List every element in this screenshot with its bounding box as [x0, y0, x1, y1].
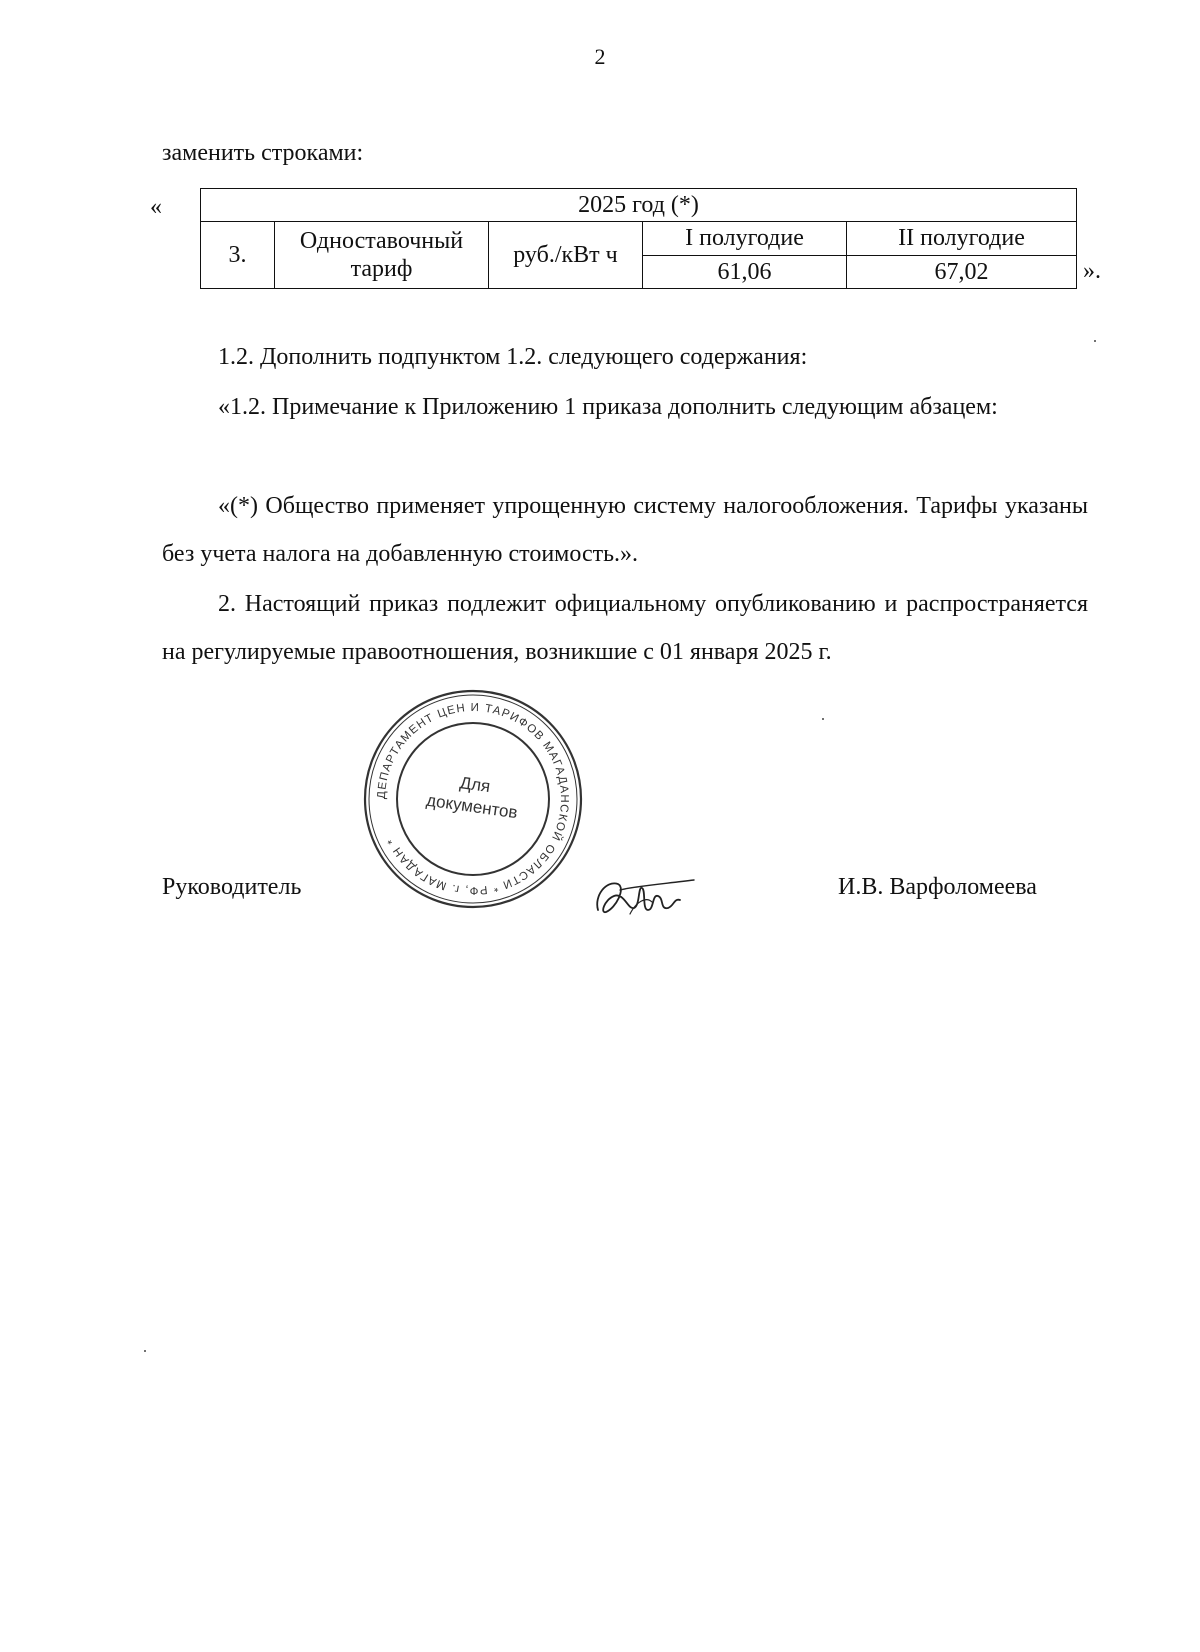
quote-open: «	[150, 194, 162, 220]
page-number: 2	[594, 44, 606, 69]
half-year-2-value: 67,02	[847, 255, 1077, 289]
quote-close: ».	[1083, 258, 1101, 284]
half-year-1-header: I полугодие	[643, 222, 847, 256]
scan-speck	[1094, 340, 1096, 342]
handwritten-signature	[590, 866, 700, 926]
tariff-table	[200, 188, 1077, 289]
tariff-name-line2: тариф	[350, 256, 413, 282]
table-row	[201, 222, 1077, 256]
stamp-ring-text: ДЕПАРТАМЕНТ ЦЕН И ТАРИФОВ МАГАДАНСКОЙ ОБЛАСТИ * РФ, г. МАГАДАН *	[375, 701, 571, 897]
row-number-cell: 3.	[201, 222, 275, 289]
stamp-center-line2: документов	[425, 790, 519, 823]
scan-speck	[144, 1350, 146, 1352]
half-year-2-header: II полугодие	[847, 222, 1077, 256]
scan-speck	[822, 718, 824, 720]
signer-name: И.В. Варфоломеева	[838, 874, 1037, 900]
half-year-1-value: 61,06	[643, 255, 847, 289]
paragraph-publication: 2. Настоящий приказ подлежит официальному опубликованию и распространяется на регулируемые правоотношения, возникшие с 01 января 2025 г.	[162, 591, 1088, 665]
official-stamp	[360, 686, 586, 912]
stamp-center-line1: Для	[458, 773, 492, 797]
paragraph-1-2: 1.2. Дополнить подпунктом 1.2. следующего содержания:	[218, 344, 808, 370]
signer-role: Руководитель	[162, 874, 302, 900]
table-header-row	[201, 189, 1077, 222]
tariff-name-cell	[275, 222, 489, 289]
unit-cell: руб./кВт ч	[489, 222, 643, 289]
tariff-name-line1: Одноставочный	[299, 228, 464, 254]
intro-text: заменить строками:	[162, 140, 364, 166]
paragraph-tax-note: «(*) Общество применяет упрощенную систему налогообложения. Тарифы указаны без учета налога на добавленную стоимость.».	[162, 493, 1088, 567]
paragraph-note: «1.2. Примечание к Приложению 1 приказа дополнить следующим абзацем:	[218, 394, 998, 420]
table-year-header: 2025 год (*)	[201, 189, 1077, 222]
